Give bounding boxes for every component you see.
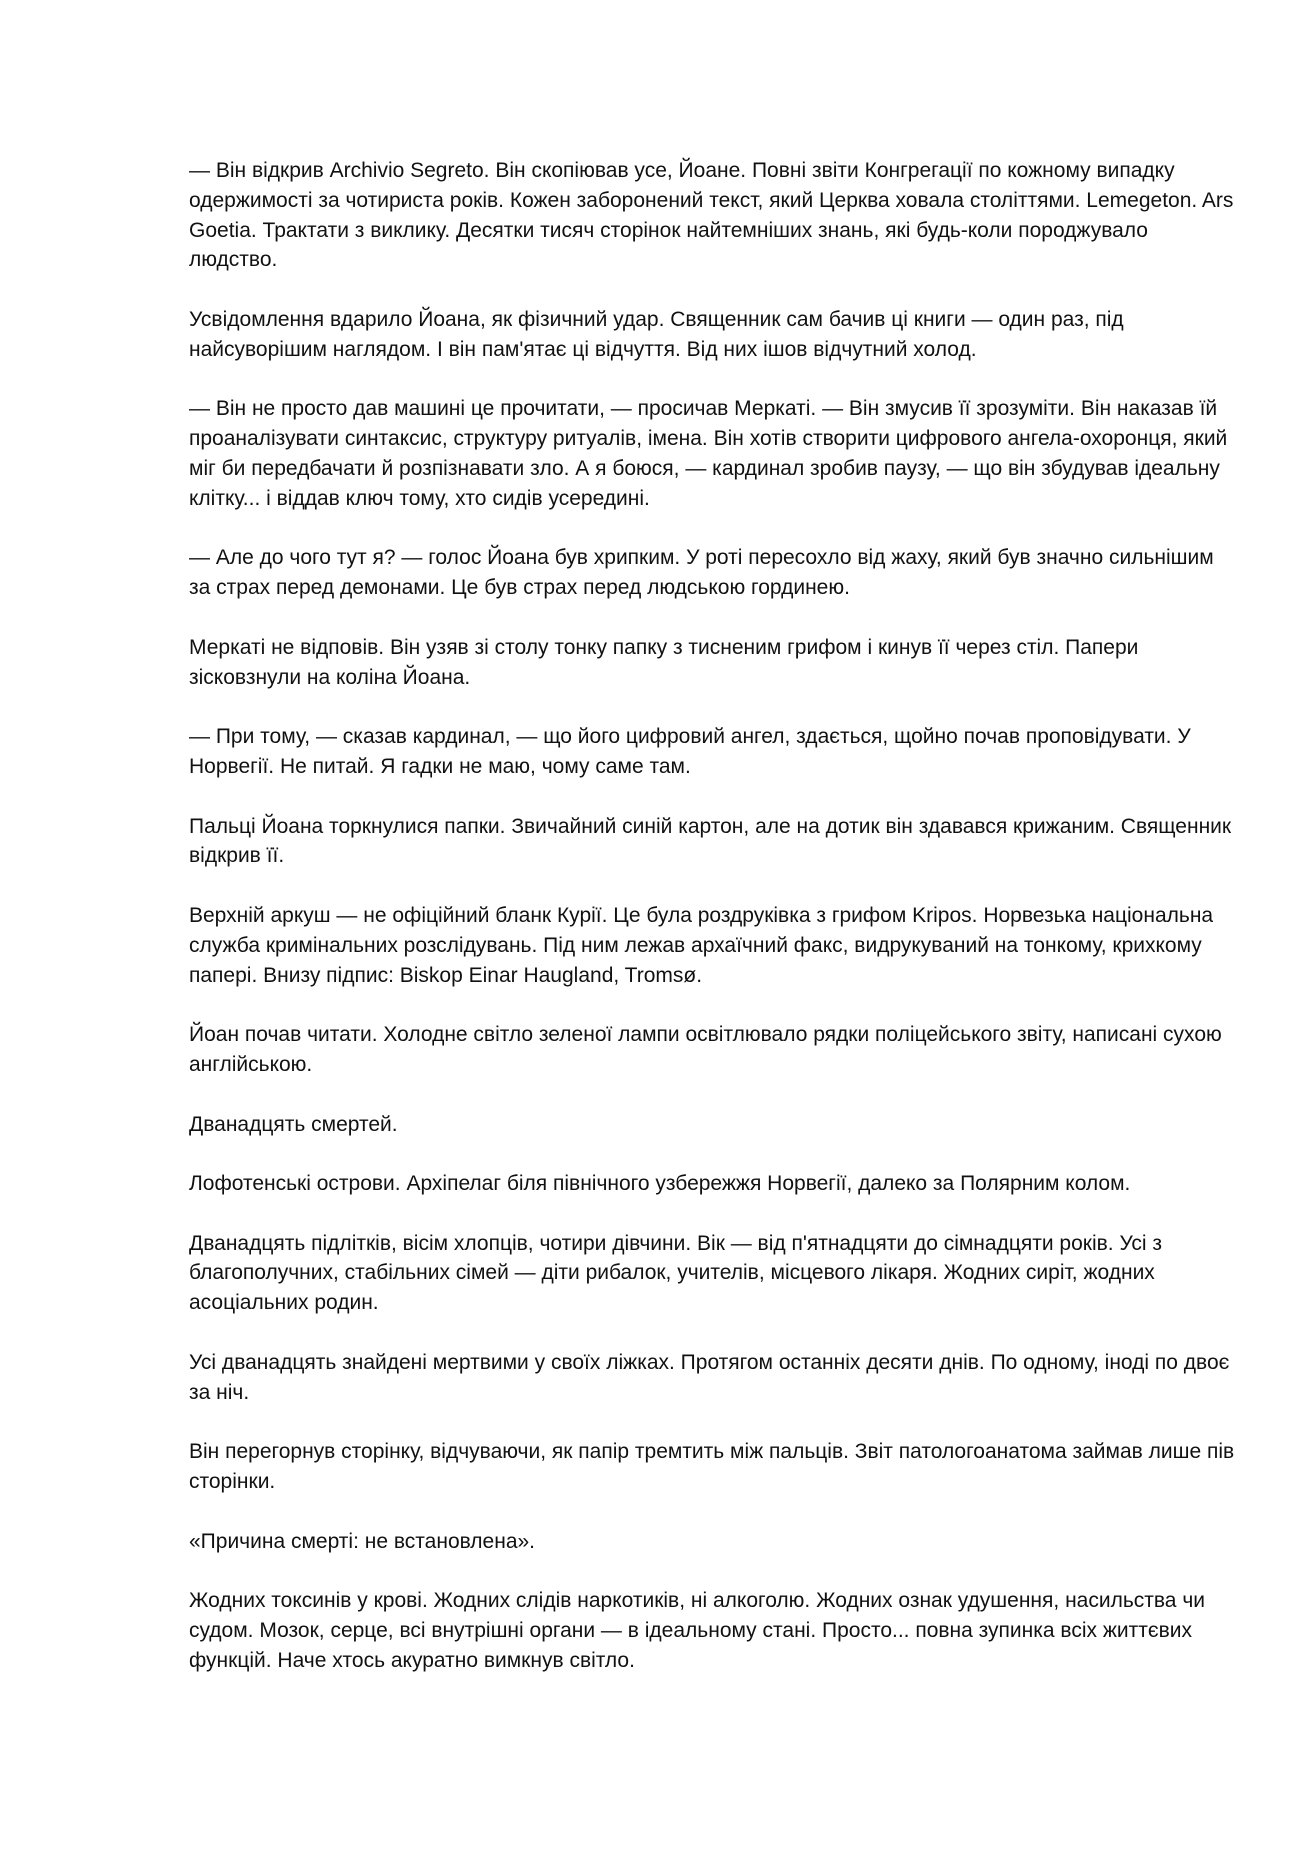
paragraph: Йоан почав читати. Холодне світло зеленої лампи освітлювало рядки поліцейського звіту, написані сухою англійською. (189, 1023, 1222, 1076)
paragraph: Пальці Йоана торкнулися папки. Звичайний синій картон, але на дотик він здавався крижаним. Священник відкрив її. (189, 814, 1232, 868)
paragraph: — Він відкрив Archivio Segreto. Він скопіював усе, Йоане. Повні звіти Конгрегації по кожному випадку одержимості за чотириста років. Кожен заборонений текст, який Церква ховала століттями. Lemegeton. Ars Goetia. Трактати з виклику. Десятки тисяч сторінок найтемніших знань, які будь-коли породжувало людство. (189, 159, 1234, 272)
paragraph: — Він не просто дав машині це прочитати, — просичав Меркаті. — Він змусив її зрозуміти. Він наказав їй проаналізувати синтаксис, структуру ритуалів, імена. Він хотів створити цифрового ангела-охоронця, який міг би передбачати й розпізнавати зло. А я боюся, — кардинал зробив паузу, — що він збудував ідеальну клітку... і віддав ключ тому, хто сидів усередині. (189, 397, 1228, 510)
document-body (189, 156, 1239, 1705)
paragraph: Жодних токсинів у крові. Жодних слідів наркотиків, ні алкоголю. Жодних ознак удушення, насильства чи судом. Мозок, серце, всі внутрішні органи — в ідеальному стані. Просто... повна зупинка всіх життєвих функцій. Наче хтось акуратно вимкнув світло. (189, 1589, 1205, 1672)
paragraph: Дванадцять підлітків, вісім хлопців, чотири дівчини. Вік — від п'ятнадцяти до сімнадцяти років. Усі з благополучних, стабільних сімей — діти рибалок, учителів, місцевого лікаря. Жодних сиріт, жодних асоціальних родин. (189, 1231, 1163, 1315)
paragraph: Усвідомлення вдарило Йоана, як фізичний удар. Священник сам бачив ці книги — один раз, під найсуворішим наглядом. І він пам'ятає ці відчуття. Від них ішов відчутний холод. (189, 307, 1124, 361)
paragraph: — Але до чого тут я? — голос Йоана був хрипким. У роті пересохло від жаху, який був значно сильнішим за страх перед демонами. Це був страх перед людською гординею. (189, 546, 1214, 600)
paragraph: — При тому, — сказав кардинал, — що його цифровий ангел, здається, щойно почав проповідувати. У Норвегії. Не питай. Я гадки не маю, чому саме там. (189, 725, 1191, 778)
paragraph: Дванадцять смертей. (189, 1112, 398, 1136)
paragraph: Усі дванадцять знайдені мертвими у своїх ліжках. Протягом останніх десяти днів. По одному, іноді по двоє за ніч. (189, 1350, 1230, 1404)
paragraph: «Причина смерті: не встановлена». (189, 1529, 536, 1553)
paragraph: Верхній аркуш — не офіційний бланк Курії. Це була роздруківка з грифом Kripos. Норвезька національна служба кримінальних розслідувань. Під ним лежав архаїчний факс, видрукуваний на тонкому, крихкому папері. Внизу підпис: Biskop Einar Haugland, Tromsø. (189, 903, 1214, 987)
paragraph: Лофотенські острови. Архіпелаг біля північного узбережжя Норвегії, далеко за Полярним колом. (189, 1172, 1131, 1196)
paragraph: Меркаті не відповів. Він узяв зі столу тонку папку з тисненим грифом і кинув її через стіл. Папери зісковзнули на коліна Йоана. (189, 635, 1139, 689)
paragraph: Він перегорнув сторінку, відчуваючи, як папір тремтить між пальців. Звіт патологоанатома займав лише пів сторінки. (189, 1440, 1235, 1494)
